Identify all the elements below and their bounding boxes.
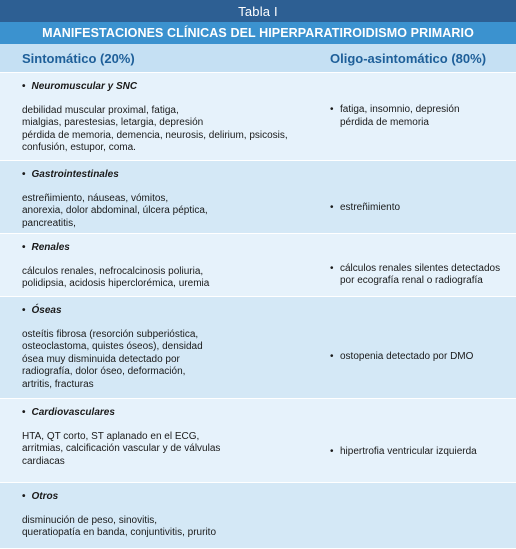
bullet-icon: • [22, 242, 26, 253]
table-row [0, 399, 516, 483]
table-subtitle: MANIFESTACIONES CLÍNICAS DEL HIPERPARATIROIDISMO PRIMARIO [0, 22, 516, 44]
bullet-icon: • [330, 446, 334, 458]
symptom-line: osteoclastoma, quistes óseos), densidad [22, 341, 203, 352]
symptom-line: osteítis fibrosa (resorción subperióstica, [22, 328, 199, 340]
bullet-icon: • [22, 491, 26, 502]
table-row [0, 297, 516, 399]
symptom-line: disminución de peso, sinovitis, [22, 514, 158, 526]
symptom-line: artritis, fracturas [22, 378, 94, 390]
symptom-line: debilidad muscular proximal, fatiga, [22, 104, 179, 116]
category-label: • Óseas [22, 305, 62, 316]
list-item: • hipertrofia ventricular izquierda [330, 446, 477, 458]
table-row [0, 234, 516, 297]
list-item: • fatiga, insomnio, depresión pérdida de memoria [330, 104, 460, 128]
symptomatic-cell [0, 399, 318, 482]
symptom-line: mialgias, parestesias, letargia, depresión [22, 117, 204, 128]
symptomatic-cell [0, 234, 318, 296]
symptom-line: arritmias, calcificación vascular y de válvulas [22, 443, 221, 454]
symptom-line: cálculos renales, nefrocalcinosis poliuria, [22, 265, 204, 277]
symptom-line: queratiopatía en banda, conjuntivitis, prurito [22, 527, 217, 538]
list-item: • estreñimiento [330, 201, 401, 213]
symptom-line: ósea muy disminuida detectado por [22, 353, 180, 365]
list-item: • ostopenia detectado por DMO [330, 351, 474, 363]
table-row [0, 483, 516, 548]
oligo-cell [318, 483, 516, 548]
symptomatic-cell [0, 73, 318, 160]
column-header-oligo-asymptomatic: Oligo-asintomático (80%) [330, 50, 487, 66]
table-title: Tabla I [0, 0, 516, 22]
oligo-cell [318, 297, 516, 398]
symptom-line: HTA, QT corto, ST aplanado en el ECG, [22, 430, 200, 442]
category-label: • Cardiovasculares [22, 407, 115, 418]
oligo-cell [318, 161, 516, 233]
symptom-line: radiografía, dolor óseo, deformación, [22, 366, 186, 377]
bullet-icon: • [22, 169, 26, 180]
oligo-cell [318, 234, 516, 296]
symptom-line: polidipsia, acidosis hiperclorémica, uremia [22, 278, 210, 289]
category-label: • Otros [22, 491, 59, 502]
bullet-icon: • [22, 81, 26, 92]
symptom-line: pérdida de memoria, demencia, neurosis, delirium, psicosis, [22, 129, 288, 141]
symptom-line: estreñimiento, náuseas, vómitos, [22, 192, 169, 204]
symptom-line: confusión, estupor, coma. [22, 142, 136, 153]
symptomatic-cell [0, 161, 318, 233]
category-label: • Neuromuscular y SNC [22, 81, 138, 92]
column-header-symptomatic: Sintomático (20%) [22, 50, 135, 66]
symptomatic-cell [0, 483, 318, 548]
bullet-icon: • [330, 104, 334, 115]
bullet-icon: • [330, 262, 334, 274]
bullet-icon: • [22, 407, 26, 418]
bullet-icon: • [22, 305, 26, 316]
table-row [0, 73, 516, 161]
table-row [0, 161, 516, 234]
oligo-cell [318, 399, 516, 482]
category-label: • Renales [22, 242, 70, 253]
symptom-line: anorexia, dolor abdominal, úlcera péptica, [22, 205, 208, 216]
category-label: • Gastrointestinales [22, 169, 119, 180]
list-item: • cálculos renales silentes detectados por ecografía renal o radiografía [330, 262, 501, 286]
oligo-cell [318, 73, 516, 160]
symptomatic-cell [0, 297, 318, 398]
bullet-icon: • [330, 351, 334, 363]
symptom-line: pancreatitis, [22, 217, 76, 229]
bullet-icon: • [330, 201, 334, 213]
symptom-line: cardiacas [22, 455, 65, 467]
column-header-row [0, 44, 516, 73]
